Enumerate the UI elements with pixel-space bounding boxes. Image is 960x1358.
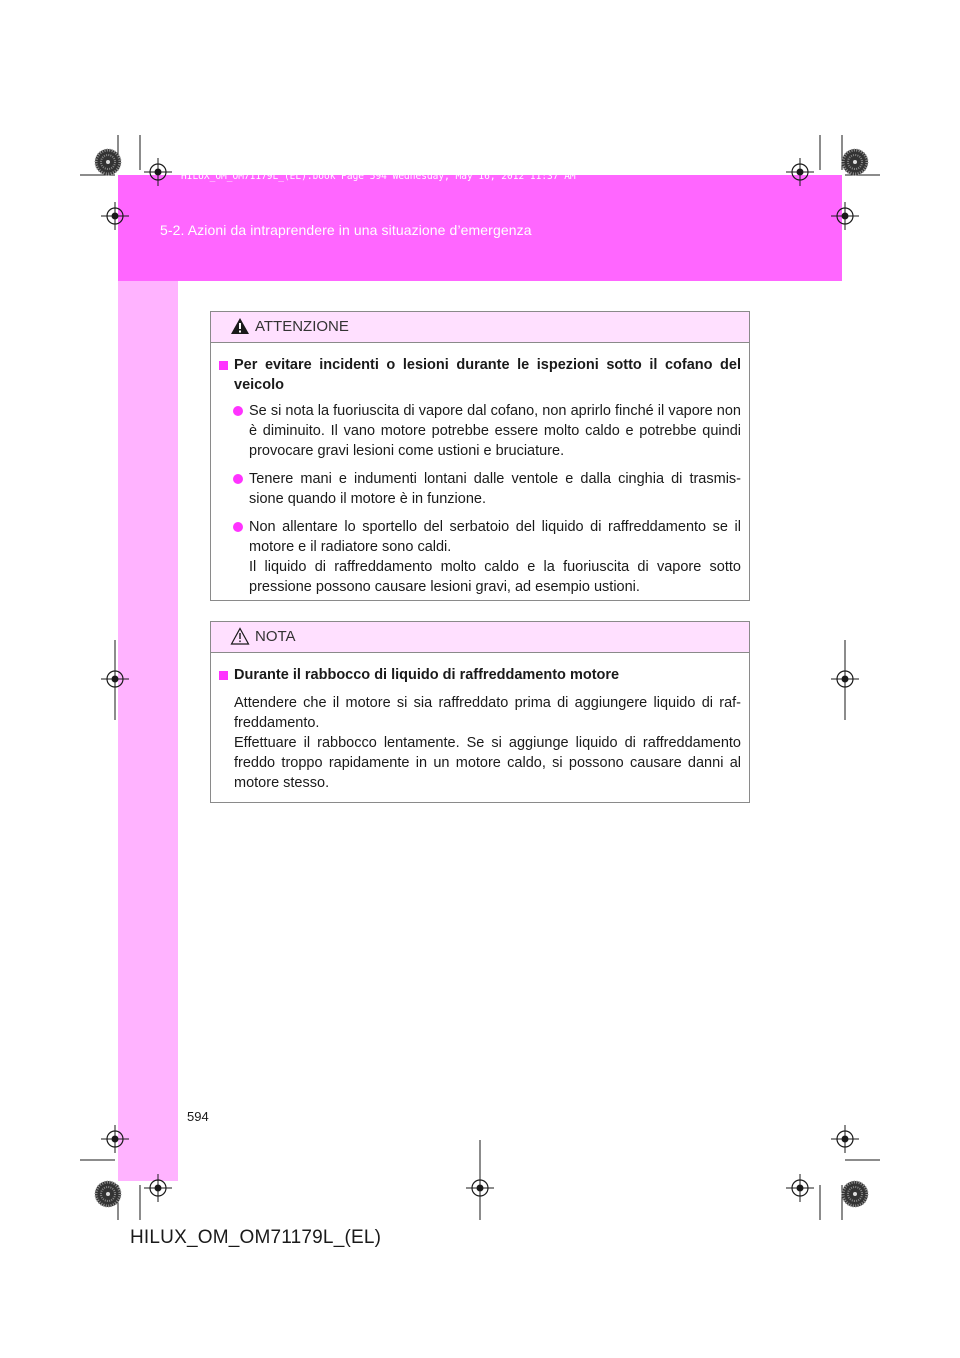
caution-heading: Per evitare incidenti o lesioni durante le ispezioni sotto il cofano del veicolo bbox=[234, 357, 741, 393]
file-stamp: HILUX_OM_OM71179L_(EL).book Page 594 Wednesday, May 16, 2012 11:37 AM bbox=[181, 171, 576, 182]
note-title: NOTA bbox=[255, 628, 296, 645]
caution-item: Se si nota la fuoriuscita di vapore dal cofano, non aprirlo finché il vapore non è diminuito. Il vano motore potrebbe essere molto caldo e potrebbe quindi provocare gravi lesioni come ustioni e bruciature. bbox=[233, 401, 741, 461]
section-title: 5-2. Azioni da intraprendere in una situazione d’emergenza bbox=[160, 222, 532, 238]
caution-title: ATTENZIONE bbox=[255, 318, 349, 335]
note-paragraph: Attendere che il motore si sia raffreddato prima di aggiungere liquido di raf-freddamento. Effettuare il rabbocco lentamente. Se si aggiunge liquido di raffreddamento freddo troppo rapidamente in un motore caldo, si possono causare danni al motore stesso. bbox=[234, 695, 741, 791]
page-number: 594 bbox=[187, 1109, 209, 1124]
note-heading: Durante il rabbocco di liquido di raffreddamento motore bbox=[234, 667, 620, 683]
document-code: HILUX_OM_OM71179L_(EL) bbox=[130, 1227, 382, 1248]
caution-item: Non allentare lo sportello del serbatoio del liquido di raffreddamento se il motore e il radiatore sono caldi. Il liquido di raffreddamento molto caldo e la fuoriuscita di vapore sotto pressione possono causare lesioni gravi, ad esempio ustioni. bbox=[233, 517, 741, 597]
caution-item: Tenere mani e indumenti lontani dalle ventole e dalla cinghia di trasmis-sione quando il motore è in funzione. bbox=[233, 469, 741, 509]
